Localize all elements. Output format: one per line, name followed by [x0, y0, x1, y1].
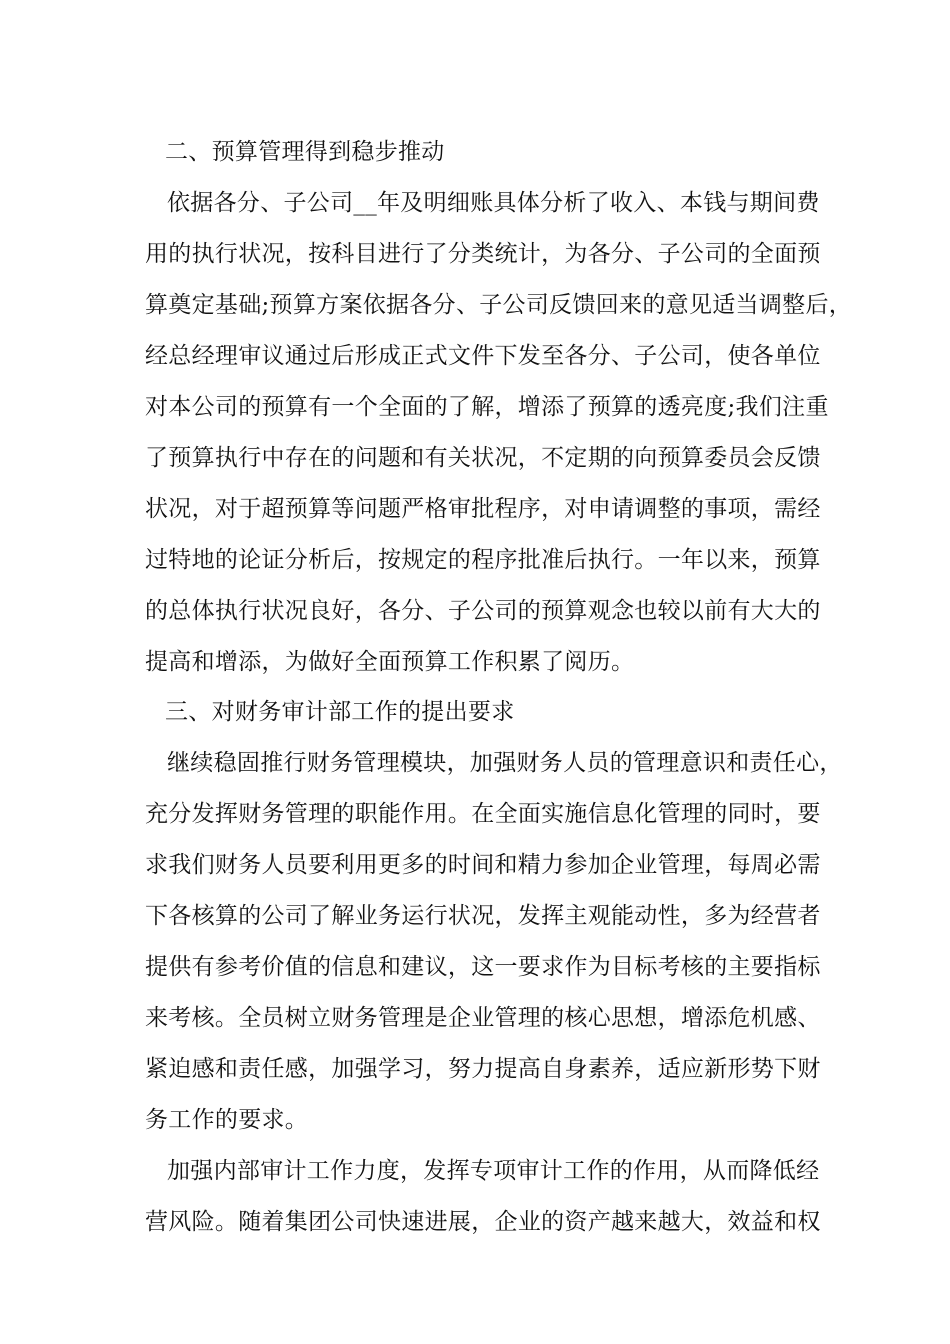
- paragraph-line: 经总经理审议通过后形成正式文件下发至各分、子公司，使各单位: [145, 343, 821, 369]
- paragraph-line: 状况，对于超预算等问题严格审批程序，对申请调整的事项，需经: [145, 496, 821, 522]
- paragraph-line: 提高和增添，为做好全面预算工作积累了阅历。: [145, 649, 635, 675]
- paragraph-line: 了预算执行中存在的问题和有关状况，不定期的向预算委员会反馈: [145, 445, 821, 471]
- paragraph-line: 充分发挥财务管理的职能作用。在全面实施信息化管理的同时，要: [145, 801, 821, 827]
- paragraph-line: 算奠定基础;预算方案依据各分、子公司反馈回来的意见适当调整后，: [145, 292, 853, 318]
- paragraph-line: 加强内部审计工作力度，发挥专项审计工作的作用，从而降低经: [167, 1158, 820, 1184]
- paragraph-line: 求我们财务人员要利用更多的时间和精力参加企业管理，每周必需: [145, 852, 821, 878]
- paragraph-line: 的总体执行状况良好，各分、子公司的预算观念也较以前有大大的: [145, 598, 821, 624]
- paragraph-line: 对本公司的预算有一个全面的了解，增添了预算的透亮度;我们注重: [145, 394, 829, 420]
- section-heading: 三、对财务审计部工作的提出要求: [165, 699, 515, 725]
- paragraph-line: 过特地的论证分析后，按规定的程序批准后执行。一年以来，预算: [145, 547, 821, 573]
- section-heading: 二、预算管理得到稳步推动: [165, 139, 445, 165]
- paragraph-line: 提供有参考价值的信息和建议，这一要求作为目标考核的主要指标: [145, 954, 821, 980]
- paragraph-line: 下各核算的公司了解业务运行状况，发挥主观能动性，多为经营者: [145, 903, 821, 929]
- paragraph-line: 来考核。全员树立财务管理是企业管理的核心思想，增添危机感、: [145, 1005, 821, 1031]
- paragraph-line: 营风险。随着集团公司快速进展，企业的资产越来越大，效益和权: [145, 1209, 821, 1235]
- paragraph-line: 用的执行状况，按科目进行了分类统计，为各分、子公司的全面预: [145, 241, 821, 267]
- paragraph-line: 务工作的要求。: [145, 1107, 309, 1133]
- paragraph-line: 继续稳固推行财务管理模块，加强财务人员的管理意识和责任心，: [167, 750, 843, 776]
- paragraph-line: 紧迫感和责任感，加强学习，努力提高自身素养，适应新形势下财: [145, 1056, 821, 1082]
- paragraph-line: 依据各分、子公司__年及明细账具体分析了收入、本钱与期间费: [167, 190, 820, 216]
